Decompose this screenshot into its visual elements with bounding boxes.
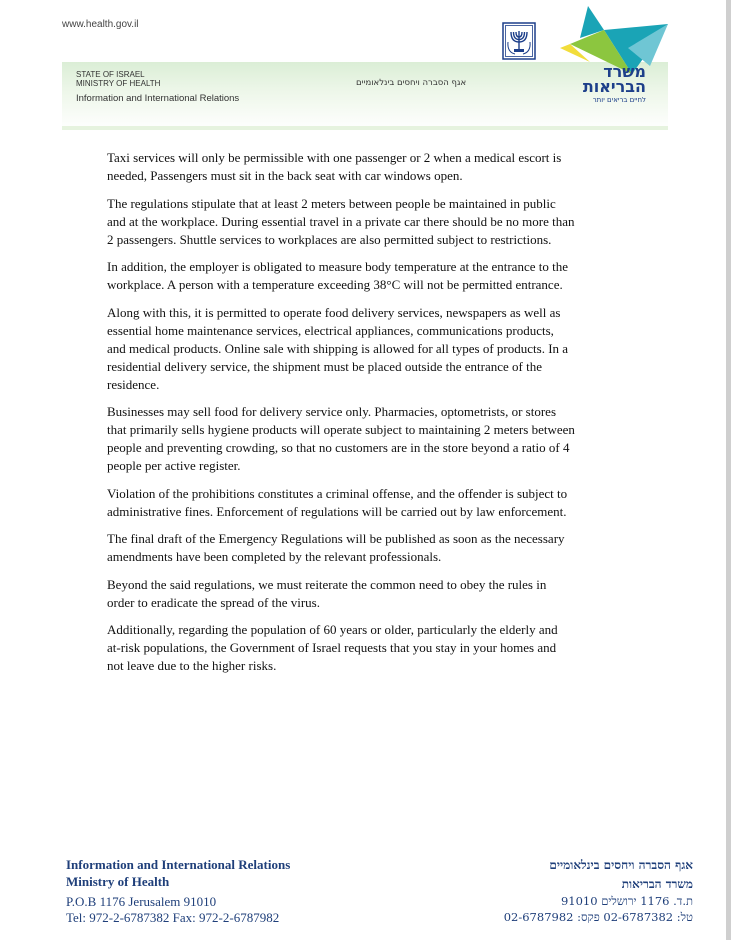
footer-line: P.O.B 1176 Jerusalem 91010 xyxy=(66,894,217,909)
state-line: STATE OF ISRAEL xyxy=(76,70,145,79)
logo-name xyxy=(528,64,646,94)
text-line: 2 passengers. Shuttle services to workplaces are also permitted subject to restrictions. xyxy=(107,231,552,247)
text-line: essential home maintenance services, electrical appliances, communications products, xyxy=(107,322,554,338)
footer-en-address xyxy=(66,894,279,926)
text-line: In addition, the employer is obligated to measure body temperature at the entrance to the xyxy=(107,259,568,274)
state-ministry-lines xyxy=(76,70,160,88)
text-line: at-risk populations, the Government of Israel requests that you stay in your homes and xyxy=(107,640,557,655)
text-line: people and preventing crowding, so that no customers are in the store beyond a ratio of 4 xyxy=(107,440,570,455)
text-line: and medical products. Online sale with shipping is allowed for all types of products. In a xyxy=(107,340,569,356)
paragraph xyxy=(107,258,625,294)
footer-line: ת.ד. 1176 ירושלים 91010 xyxy=(560,894,693,908)
site-url: www.health.gov.il xyxy=(62,19,139,30)
paragraph xyxy=(107,576,625,612)
department-he-header: אגף הסברה ויחסים בינלאומיים xyxy=(356,78,467,88)
text-line: administrative fines. Enforcement of regulations will be carried out by law enforcement. xyxy=(107,503,567,519)
text-line: residence. xyxy=(107,376,160,392)
department-en: Information and International Relations xyxy=(76,93,240,104)
footer-en-title xyxy=(66,856,290,890)
paragraph xyxy=(107,304,625,394)
footer-he-address xyxy=(440,893,693,925)
paragraph xyxy=(107,149,625,185)
text-line: that primarily sells hygiene products will operate subject to maintaining 2 meters between xyxy=(107,422,575,437)
paragraph xyxy=(107,485,625,521)
text-line: not leave due to the higher risks. xyxy=(107,658,277,673)
page-edge xyxy=(726,0,731,940)
footer-line: טל: 02-6787382 פקס: 02-6787982 xyxy=(503,910,693,924)
logo-slogan: לחיים בריאים יותר xyxy=(592,96,646,104)
footer-line: אגף הסברה ויחסים בינלאומיים xyxy=(549,858,693,872)
state-emblem-icon xyxy=(502,22,536,60)
paragraph xyxy=(107,403,625,475)
paragraph xyxy=(107,530,625,566)
text-line: workplace. A person with a temperature exceeding 38°C will not be permitted entrance. xyxy=(107,277,563,292)
text-line: Beyond the said regulations, we must reiterate the common need to obey the rules in xyxy=(107,576,547,592)
footer-line: משרד הבריאות xyxy=(621,877,693,891)
text-line: The final draft of the Emergency Regulations will be published as soon as the necessary xyxy=(107,531,565,546)
footer-line: Tel: 972-2-6787382 Fax: 972-2-6787982 xyxy=(66,910,280,925)
text-line: Additionally, regarding the population of 60 years or older, particularly the elderly and xyxy=(107,622,558,637)
text-line: people per active register. xyxy=(107,458,241,473)
text-line: order to eradicate the spread of the virus. xyxy=(107,594,320,610)
text-line: residential delivery service, the shipment must be placed outside the entrance of the xyxy=(107,358,542,374)
text-line: Violation of the prohibitions constitutes a criminal offense, and the offender is subject to xyxy=(107,485,568,501)
footer-he-title xyxy=(440,856,693,894)
text-line: amendments have been completed by the relevant professionals. xyxy=(107,549,442,564)
paragraph xyxy=(107,195,625,249)
ministry-line: MINISTRY OF HEALTH xyxy=(76,79,161,88)
paragraph xyxy=(107,621,625,675)
text-line: Taxi services will only be permissible with one passenger or 2 when a medical escort is xyxy=(107,150,562,165)
letter-body xyxy=(107,149,625,685)
footer-line: Ministry of Health xyxy=(66,874,170,889)
text-line: Businesses may sell food for delivery service only. Pharmacies, optometrists, or stores xyxy=(107,404,557,419)
text-line: needed, Passengers must sit in the back seat with car windows open. xyxy=(107,168,463,183)
logo-name-line: הבריאות xyxy=(582,77,646,96)
text-line: The regulations stipulate that at least 2 meters between people be maintained in public xyxy=(107,195,556,211)
text-line: and at the workplace. During essential travel in a private car there should be no more than xyxy=(107,213,575,229)
footer-line: Information and International Relations xyxy=(66,857,291,872)
text-line: Along with this, it is permitted to operate food delivery services, newspapers as well as xyxy=(107,304,561,320)
logo-name-line: משרד xyxy=(603,62,646,81)
